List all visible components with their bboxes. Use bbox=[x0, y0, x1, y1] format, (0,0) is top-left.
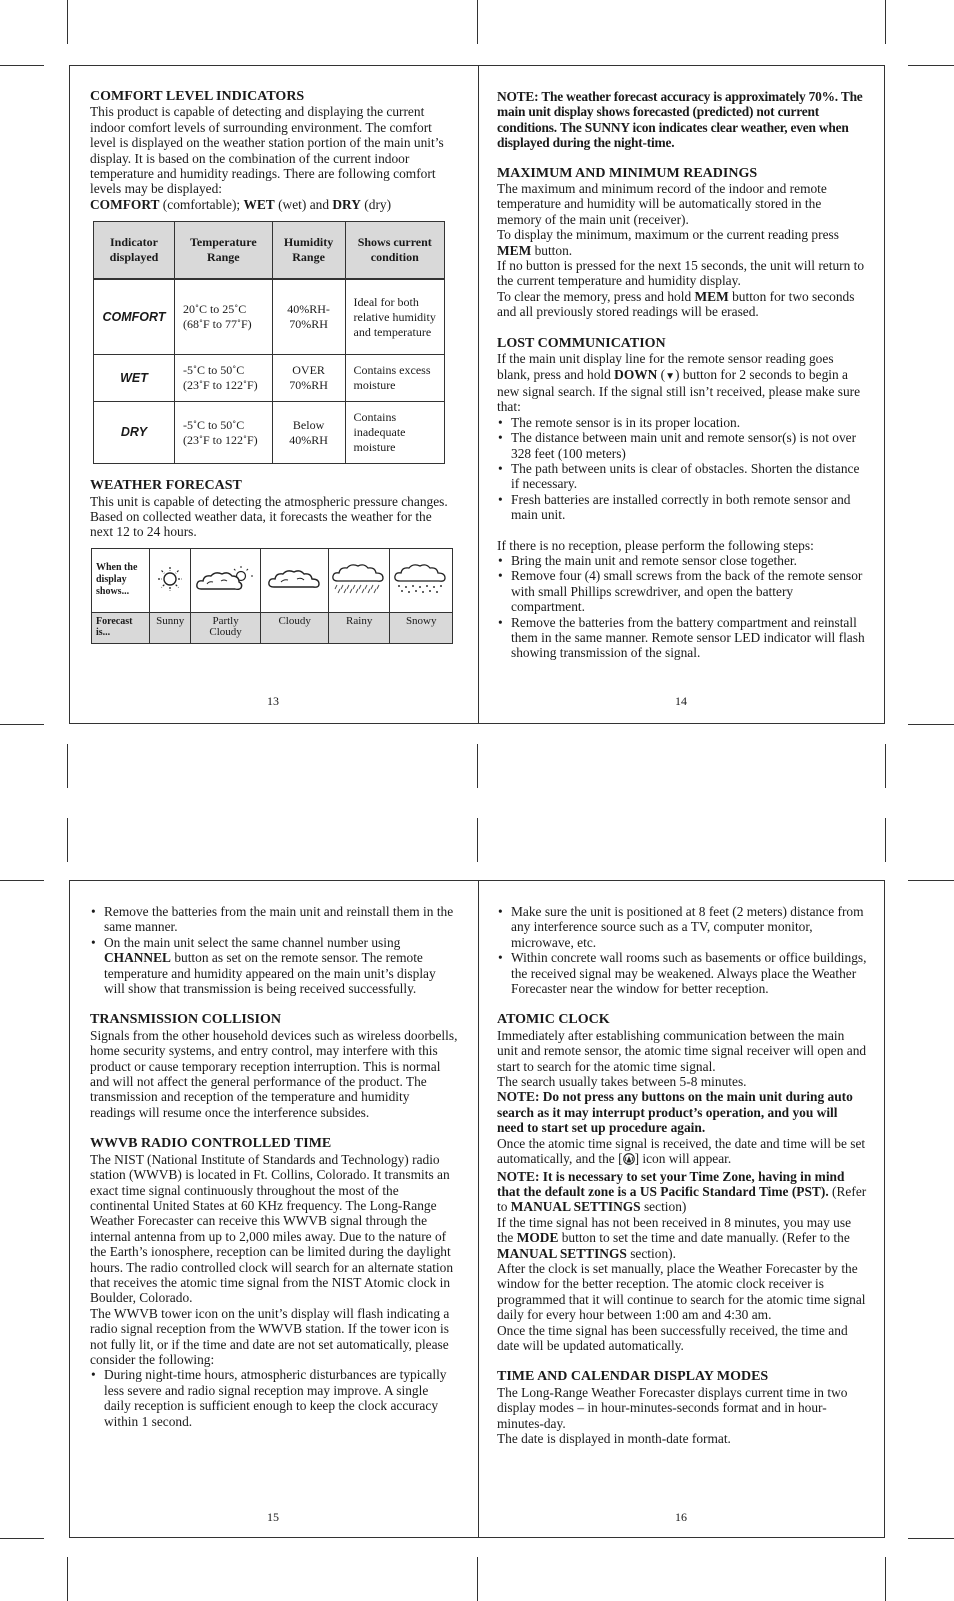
list-item: • Within concrete wall rooms such as basements or office buildings, the received signal may be weakened. Always place the Weather Forecaster near the window for better reception. bbox=[497, 950, 867, 996]
forecast-partly-cloudy: Partly Cloudy bbox=[190, 612, 261, 643]
crop-mark bbox=[67, 744, 68, 788]
crop-mark bbox=[0, 880, 44, 881]
page-14 bbox=[497, 89, 867, 661]
crop-mark bbox=[477, 1557, 478, 1601]
maxmin-paragraph: To clear the memory, press and hold MEM button for two seconds and all previously stored readings will be erased. bbox=[497, 288, 855, 320]
table-header: Humidity Range bbox=[272, 222, 345, 279]
table-header: Shows current condition bbox=[345, 222, 444, 279]
humidity-cell: 40%RH-70%RH bbox=[272, 279, 345, 355]
display-modes-paragraph: The date is displayed in month-date format. bbox=[497, 1431, 731, 1446]
no-reception-paragraph: If there is no reception, please perform the following steps: bbox=[497, 537, 814, 553]
forecast-icon-row bbox=[92, 548, 453, 612]
sun-icon-graphic bbox=[154, 566, 186, 592]
partly-cloudy-icon bbox=[190, 548, 261, 612]
forecast-snowy: Snowy bbox=[390, 612, 453, 643]
atomic-clock-heading: ATOMIC CLOCK bbox=[497, 1012, 610, 1028]
wwvb-list bbox=[90, 1367, 458, 1429]
list-item: • On the main unit select the same channel number using CHANNEL button as set on the remote sensor. The remote temperature and humidity appeared on the main unit’s display will show that transmission is being received successfully. bbox=[90, 935, 458, 997]
wwvb-paragraph: The NIST (National Institute of Standards and Technology) radio station (WWVB) is located in Ft. Collins, Colorado. It transmits an exact time signal continuously throughout the most of the continental United States at 60 KHz frequency. The Long-Range Weather Forecaster can receive this WWVB signal through the internal antenna from up to 2,000 miles away. Due to the nature of the Earth’s ionosphere, reception can be limited during the daylight hours. The radio controlled clock will search for an alternate station that receives the atomic time signal from the NIST Atomic clock in Boulder, Colorado. bbox=[90, 1151, 454, 1306]
crop-mark bbox=[477, 744, 478, 788]
list-item: • Remove four (4) small screws from the back of the remote sensor with small Phillips screwdriver, and open the battery compartment. bbox=[497, 568, 867, 614]
tower-icon bbox=[623, 1153, 635, 1168]
list-item: • Fresh batteries are installed correctly in both remote sensor and main unit. bbox=[497, 492, 867, 523]
placement-list bbox=[497, 904, 867, 996]
partly-cloudy-icon-graphic bbox=[195, 565, 257, 593]
crop-mark bbox=[67, 0, 68, 44]
list-item: • The path between units is clear of obstacles. Shorten the distance if necessary. bbox=[497, 461, 867, 492]
transmission-collision-paragraph: Signals from the other household devices such as wireless doorbells, home security systems, and entry control, may interfere with this product or cause temporary reception interruption. This is normal and will not affect the general performance of the product. The transmission and reception of the temperature and humidity readings will resume once the interference subsides. bbox=[90, 1027, 458, 1120]
page-number: 15 bbox=[267, 1510, 279, 1524]
forecast-heading: WEATHER FORECAST bbox=[90, 478, 242, 494]
list-item: • The distance between main unit and remote sensor(s) is not over 328 feet (100 meters) bbox=[497, 430, 867, 461]
cloud-icon-graphic bbox=[267, 567, 323, 591]
list-item: • During night-time hours, atmospheric disturbances are typically less severe and radio signal reception may improve. A single daily reception is sufficient enough to keep the clock accuracy within 1 second. bbox=[90, 1367, 458, 1429]
maxmin-paragraph: The maximum and minimum record of the indoor and remote temperature and humidity will be automatically stored in the memory of the main unit (receiver). bbox=[497, 181, 827, 227]
table-row bbox=[94, 279, 445, 355]
page-number: 16 bbox=[675, 1510, 687, 1524]
forecast-label-row bbox=[92, 612, 453, 643]
table-header: Indicator displayed bbox=[94, 222, 175, 279]
atomic-clock-paragraph: If the time signal has not been received in 8 minutes, you may use the MODE button to set the time and date manually. (Refer to the MANUAL SETTINGS section). bbox=[497, 1214, 852, 1261]
lost-communication-heading: LOST COMMUNICATION bbox=[497, 335, 666, 351]
page-number: 13 bbox=[267, 694, 279, 708]
transmission-collision-heading: TRANSMISSION COLLISION bbox=[90, 1012, 281, 1028]
temperature-cell: 20˚C to 25˚C (68˚F to 77˚F) bbox=[174, 279, 272, 355]
forecast-cloudy: Cloudy bbox=[261, 612, 329, 643]
indicator-cell: WET bbox=[94, 355, 175, 402]
wwvb-heading: WWVB RADIO CONTROLLED TIME bbox=[90, 1136, 332, 1152]
forecast-label: Forecast is... bbox=[92, 612, 150, 643]
comfort-level-table bbox=[93, 221, 445, 464]
page-15 bbox=[90, 904, 458, 1429]
no-reception-list bbox=[497, 553, 867, 661]
crop-mark bbox=[908, 1538, 954, 1539]
indicator-cell: COMFORT bbox=[94, 279, 175, 355]
condition-cell: Ideal for both relative humidity and temperature bbox=[345, 279, 444, 355]
page-16 bbox=[497, 904, 867, 1446]
page-13 bbox=[90, 89, 458, 644]
crop-mark bbox=[0, 724, 44, 725]
forecast-table bbox=[91, 548, 453, 644]
page-number: 14 bbox=[675, 694, 687, 708]
humidity-cell: Below 40%RH bbox=[272, 402, 345, 464]
crop-mark bbox=[477, 0, 478, 44]
display-label: When the display shows... bbox=[92, 548, 150, 612]
lost-communication-paragraph: If the main unit display line for the remote sensor reading goes blank, press and hold DOWN (▼) button for 2 seconds to begin a new signal search. If the signal still isn’t received, please make sure that: bbox=[497, 351, 861, 415]
atomic-clock-paragraph: The search usually takes between 5-8 minutes. bbox=[497, 1074, 747, 1090]
atomic-clock-note: NOTE: It is necessary to set your Time Zone, having in mind that the default zone is a US Pacific Standard Time (PST). (Refer to MANUAL SETTINGS section) bbox=[497, 1168, 867, 1215]
comfort-heading: COMFORT LEVEL INDICATORS bbox=[90, 89, 305, 104]
crop-mark bbox=[908, 880, 954, 881]
list-item: • Make sure the unit is positioned at 8 feet (2 meters) distance from any interference source such as a TV, computer monitor, microwave, etc. bbox=[497, 904, 867, 950]
comfort-levels-line: COMFORT (comfortable); WET (wet) and DRY (dry) bbox=[90, 196, 392, 212]
forecast-accuracy-note: NOTE: The weather forecast accuracy is approximately 70%. The main unit display shows forecasted (predicted) not current conditions. The SUNNY icon indicates clear weather, even when displayed during the night-time. bbox=[497, 89, 863, 151]
list-item: • The remote sensor is in its proper location. bbox=[497, 415, 867, 430]
maxmin-paragraph: If no button is pressed for the next 15 seconds, the unit will return to the current temperature and humidity display. bbox=[497, 258, 865, 289]
condition-cell: Contains inadequate moisture bbox=[345, 402, 444, 464]
forecast-intro: This unit is capable of detecting the atmospheric pressure changes. Based on collected weather data, it forecasts the weather for the next 12 to 24 hours. bbox=[90, 493, 448, 540]
atomic-clock-note: NOTE: Do not press any buttons on the main unit during auto search as it may interrupt product’s operation, and you will need to start set up procedure again. bbox=[497, 1089, 853, 1136]
wwvb-paragraph: The WWVB tower icon on the unit’s display will flash indicating a radio signal reception from the WWVB station. If the tower icon is not fully lit, or if the time and date are not set automatically, please consider the following: bbox=[90, 1305, 450, 1367]
sun-icon bbox=[150, 548, 190, 612]
crop-mark bbox=[477, 818, 478, 862]
rain-icon bbox=[328, 548, 390, 612]
crop-mark bbox=[0, 1538, 44, 1539]
crop-mark bbox=[67, 1557, 68, 1601]
list-item: • Bring the main unit and remote sensor close together. bbox=[497, 553, 867, 568]
temperature-cell: -5˚C to 50˚C (23˚F to 122˚F) bbox=[174, 355, 272, 402]
lost-communication-list bbox=[497, 415, 867, 523]
cloud-icon bbox=[261, 548, 329, 612]
rain-icon-graphic bbox=[331, 563, 387, 595]
crop-mark bbox=[908, 65, 954, 66]
atomic-clock-paragraph: Immediately after establishing communication between the main unit and remote sensor, the atomic time signal receiver will open and start to search for the atomic time signal. bbox=[497, 1027, 867, 1074]
crop-mark bbox=[67, 818, 68, 862]
crop-mark bbox=[885, 1557, 886, 1601]
humidity-cell: OVER 70%RH bbox=[272, 355, 345, 402]
maxmin-paragraph: To display the minimum, maximum or the current reading press MEM button. bbox=[497, 227, 839, 258]
maxmin-heading: MAXIMUM AND MINIMUM READINGS bbox=[497, 165, 758, 181]
down-arrow-icon: ▼ bbox=[665, 370, 676, 382]
comfort-intro: This product is capable of detecting and displaying the current indoor comfort levels of surrounding environment. The comfort level is displayed on the weather station portion of the main unit’s display. It is based on the combination of the current indoor temperature and humidity readings. There are following comfort levels may be displayed: bbox=[90, 104, 444, 197]
atomic-clock-paragraph: Once the atomic time signal is received, the date and time will be set automatically, and the [ ] icon will appear. bbox=[497, 1136, 867, 1169]
forecast-rainy: Rainy bbox=[328, 612, 390, 643]
list-item: • Remove the batteries from the main unit and reinstall them in the same manner. bbox=[90, 904, 458, 935]
display-modes-paragraph: The Long-Range Weather Forecaster displays current time in two display modes – in hour-minutes-seconds format and in hour-minutes-day. bbox=[497, 1384, 848, 1431]
list-item: • Remove the batteries from the battery compartment and reinstall them in the same manner. Remote sensor LED indicator will flash showing transmission of the signal. bbox=[497, 615, 867, 661]
atomic-clock-paragraph: Once the time signal has been successfully received, the time and date will be updated automatically. bbox=[497, 1322, 848, 1353]
temperature-cell: -5˚C to 50˚C (23˚F to 122˚F) bbox=[174, 402, 272, 464]
indicator-cell: DRY bbox=[94, 402, 175, 464]
display-modes-heading: TIME AND CALENDAR DISPLAY MODES bbox=[497, 1369, 769, 1385]
snow-icon-graphic bbox=[393, 563, 449, 595]
table-row bbox=[94, 355, 445, 402]
table-header: Temperature Range bbox=[174, 222, 272, 279]
crop-mark bbox=[0, 65, 44, 66]
crop-mark bbox=[908, 724, 954, 725]
reception-steps-list bbox=[90, 904, 458, 996]
crop-mark bbox=[885, 0, 886, 44]
atomic-clock-paragraph: After the clock is set manually, place the Weather Forecaster by the window for the better reception. The atomic clock receiver is programmed that it will continue to search for the atomic time signal daily for every hour between 1:00 am and 4:30 am. bbox=[497, 1260, 866, 1323]
crop-mark bbox=[885, 818, 886, 862]
snow-icon bbox=[390, 548, 453, 612]
table-row bbox=[94, 402, 445, 464]
condition-cell: Contains excess moisture bbox=[345, 355, 444, 402]
crop-mark bbox=[885, 744, 886, 788]
forecast-sunny: Sunny bbox=[150, 612, 190, 643]
page-divider bbox=[478, 881, 479, 1537]
page-divider bbox=[478, 66, 479, 723]
